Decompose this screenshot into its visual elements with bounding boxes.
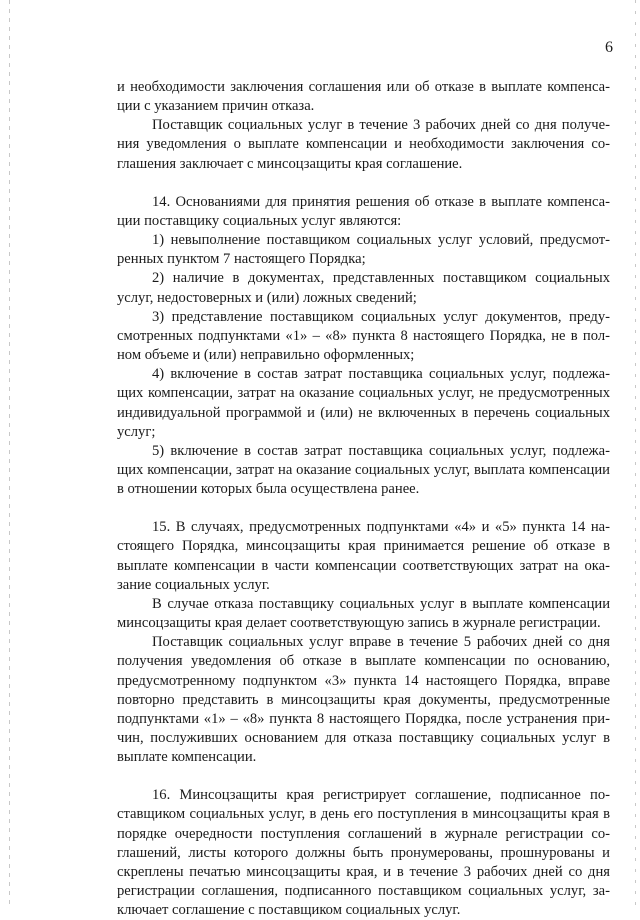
paragraph-continuation: и необходимости заключения соглашения или об отказе в выплате компенсации с указанием причин отказа. [117, 79, 610, 115]
paragraph-15-refusal-record: В случае отказа поставщику социальных услуг в выплате компенсации минсоцзащиты края делает соответствующую запись в журнале регистрации. [117, 595, 610, 632]
paragraph-16: 16. Минсоцзащиты края регистрирует соглашение, подписанное поставщиком социальных услуг, в день его поступления в минсоцзащиты края в порядке очередности поступления соглашений в журнале регистрации соглашений, листы которого должны быть пронумерованы, прошнурованы и скреплены печатью минсоцзащиты края, и в течение 3 рабочих дней со дня регистрации соглашения, подписанного поставщиком социальных услуг, заключает соглашение с поставщиком социальных услуг. [117, 787, 610, 919]
paragraph-14-item-4: 4) включение в состав затрат поставщика социальных услуг, подлежащих компенсации, затрат на оказание социальных услуг, не предусмотренных индивидуальной программой и (или) не включенных в перечень социальных услуг; [117, 366, 610, 440]
page-number: 6 [605, 39, 613, 56]
scan-edge-right [635, 0, 636, 905]
paragraph-15-resubmission: Поставщик социальных услуг вправе в течение 5 рабочих дней со дня получения уведомления об отказе в выплате компенсации по основанию, предусмотренному подпунктом «3» пункта 14 настоящего Порядка, вправе повторно представить в минсоцзащиты края документы, предусмотренные подпунктами «1» – «8» пункта 8 настоящего Порядка, после устранения причин, послуживших основанием для отказа поставщику социальных услуг в выплате компенсации. [117, 634, 610, 766]
paragraph-14-item-1: 1) невыполнение поставщиком социальных услуг условий, предусмотренных пунктом 7 настоящего Порядка; [117, 232, 610, 268]
paragraph-15: 15. В случаях, предусмотренных подпунктами «4» и «5» пункта 14 настоящего Порядка, минсоцзащиты края принимается решение об отказе в выплате компенсации в части компенсации соответствующих затрат на оказание социальных услуг. [117, 519, 610, 593]
paragraph-14-heading: 14. Основаниями для принятия решения об отказе в выплате компенсации поставщику социальных услуг являются: [117, 193, 610, 229]
document-body [117, 78, 610, 920]
scan-edge-left [9, 0, 10, 905]
paragraph-14-item-3: 3) представление поставщиком социальных услуг документов, предусмотренных подпунктами «1» – «8» пункта 8 настоящего Порядка, не в полном объеме и (или) неправильно оформленных; [117, 308, 610, 364]
paragraph-14-item-2: 2) наличие в документах, представленных поставщиком социальных услуг, недостоверных и (или) ложных сведений; [117, 270, 610, 306]
paragraph-14-item-5: 5) включение в состав затрат поставщика социальных услуг, подлежащих компенсации, затрат на оказание социальных услуг, выплата компенсации в отношении которых была осуществлена ранее. [117, 442, 610, 498]
paragraph-supplier-agreement: Поставщик социальных услуг в течение 3 рабочих дней со дня получения уведомления о выплате компенсации и необходимости заключения соглашения заключает с минсоцзащиты края соглашение. [117, 117, 610, 172]
